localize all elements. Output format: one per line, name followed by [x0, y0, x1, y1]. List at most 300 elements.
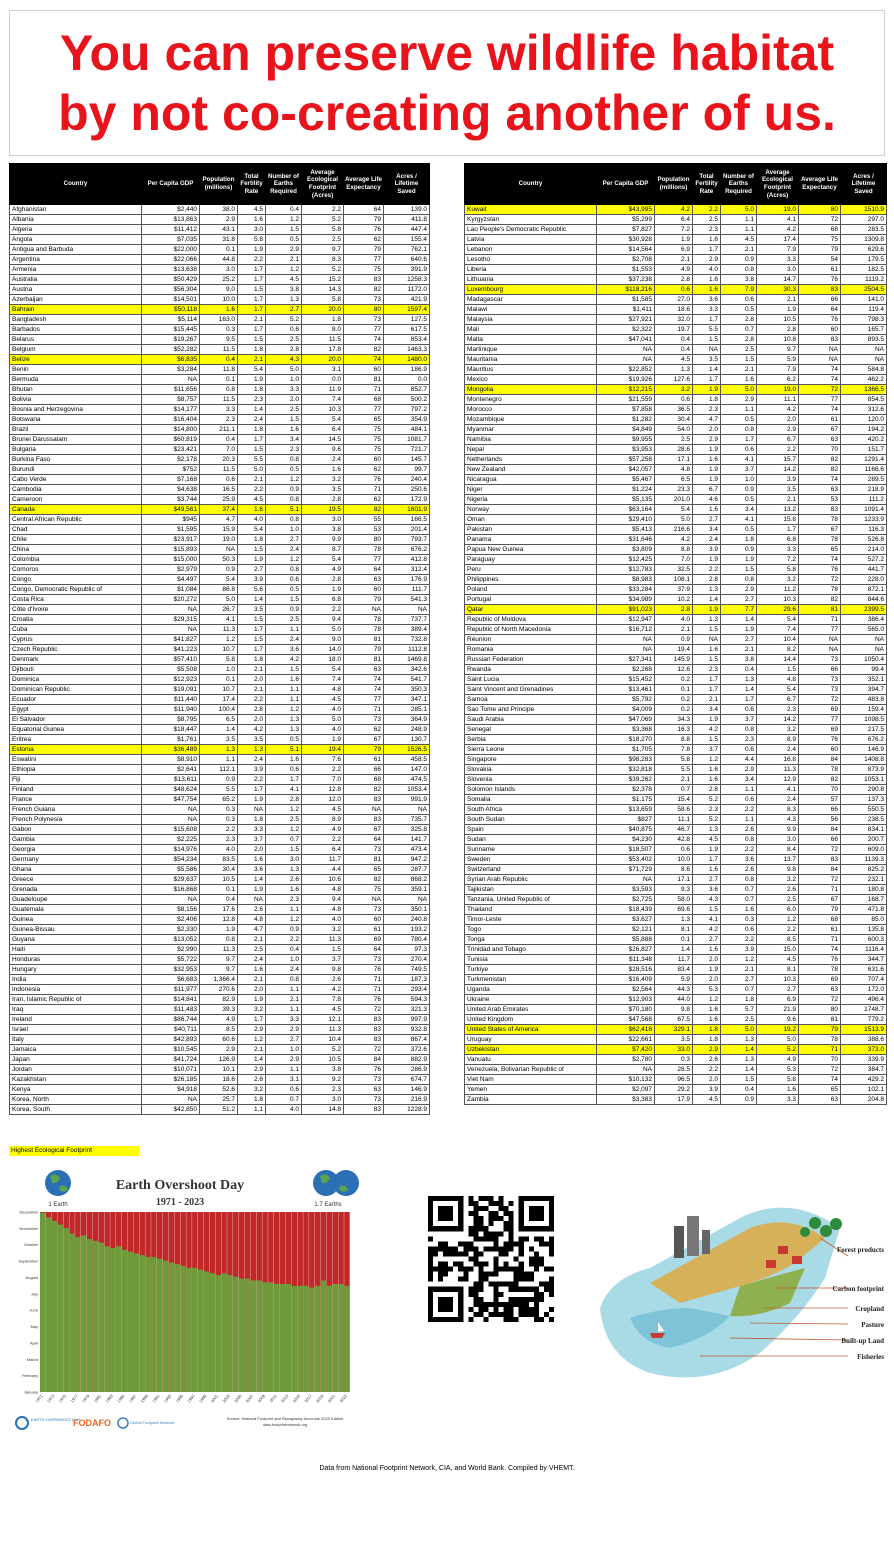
value-cell: 3.7 [721, 465, 757, 475]
value-cell: 4.0 [200, 845, 238, 855]
value-cell: $47,568 [597, 1015, 655, 1025]
value-cell: 5.8 [757, 565, 799, 575]
value-cell: 321.3 [384, 1005, 430, 1015]
value-cell: 1.8 [693, 1035, 721, 1045]
country-cell: Fiji [10, 775, 142, 785]
value-cell: 193.2 [384, 925, 430, 935]
value-cell: 3.9 [238, 575, 266, 585]
value-cell: 2.2 [302, 205, 344, 215]
value-cell: 4.5 [721, 235, 757, 245]
value-cell: 10.7 [200, 685, 238, 695]
value-cell: 65.2 [200, 795, 238, 805]
country-cell: Kuwait [465, 205, 597, 215]
value-cell: 76 [799, 565, 841, 575]
value-cell: 2.8 [721, 335, 757, 345]
value-cell: 1.5 [693, 905, 721, 915]
value-cell: $3,593 [597, 885, 655, 895]
value-cell: 1.3 [655, 365, 693, 375]
table-row [10, 875, 430, 885]
value-cell: 76 [344, 965, 384, 975]
value-cell: 732.8 [384, 635, 430, 645]
table-row [465, 235, 887, 245]
value-cell: 201.0 [655, 495, 693, 505]
value-cell: 5.0 [200, 595, 238, 605]
country-cell: Mali [465, 325, 597, 335]
table-row [10, 1005, 430, 1015]
value-cell: 1.9 [238, 885, 266, 895]
value-cell: 6.4 [302, 425, 344, 435]
value-cell: 9.7 [200, 965, 238, 975]
country-cell: Nigeria [465, 495, 597, 505]
value-cell: 5.2 [757, 1045, 799, 1055]
value-cell: 421.9 [384, 295, 430, 305]
value-cell: 63 [799, 485, 841, 495]
value-cell: 8.1 [655, 925, 693, 935]
qr-code-icon[interactable] [428, 1196, 554, 1322]
overshoot-bar [110, 1248, 116, 1392]
value-cell: 163.0 [200, 315, 238, 325]
value-cell: $3,383 [597, 1095, 655, 1105]
country-cell: India [10, 975, 142, 985]
value-cell: 779.2 [841, 1015, 887, 1025]
value-cell: $1,595 [142, 525, 200, 535]
table-row [465, 695, 887, 705]
overshoot-bar [280, 1284, 286, 1392]
value-cell: 1.1 [266, 985, 302, 995]
table-row [465, 675, 887, 685]
value-cell: $15,000 [142, 555, 200, 565]
value-cell: 8.9 [757, 735, 799, 745]
table-row [465, 265, 887, 275]
value-cell: 9.7 [757, 345, 799, 355]
value-cell: 1258.3 [384, 275, 430, 285]
value-cell: NA [200, 545, 238, 555]
overshoot-bar [315, 1286, 321, 1392]
value-cell: 12.8 [302, 785, 344, 795]
value-cell: $86,744 [142, 1015, 200, 1025]
value-cell: 53 [344, 525, 384, 535]
country-cell: Togo [465, 925, 597, 935]
table-row [10, 735, 430, 745]
value-cell: 1.7 [721, 435, 757, 445]
value-cell: 2.3 [200, 415, 238, 425]
value-cell: 74 [799, 365, 841, 375]
headline-banner [9, 10, 885, 156]
table-row [465, 1035, 887, 1045]
value-cell: $5,792 [597, 695, 655, 705]
value-cell: 7.0 [200, 445, 238, 455]
value-cell: 111.2 [841, 495, 887, 505]
value-cell: 2.3 [266, 895, 302, 905]
value-cell: 19.0 [200, 535, 238, 545]
value-cell: 3.5 [757, 485, 799, 495]
value-cell: 1.2 [757, 915, 799, 925]
country-cell: Congo, Democratic Republic of [10, 585, 142, 595]
table-row [465, 765, 887, 775]
table-row [10, 295, 430, 305]
value-cell: $4,230 [597, 835, 655, 845]
value-cell: 151.7 [841, 445, 887, 455]
year-tick-label: 2019 [314, 1393, 325, 1404]
value-cell: 17.9 [655, 1095, 693, 1105]
value-cell: 76 [344, 995, 384, 1005]
value-cell: 5.8 [757, 1075, 799, 1085]
value-cell: 2.4 [266, 965, 302, 975]
value-cell: 997.9 [384, 1015, 430, 1025]
value-cell: $8,795 [142, 715, 200, 725]
value-cell: 1.5 [238, 335, 266, 345]
month-tick-label: June [29, 1307, 38, 1313]
table-row [465, 785, 887, 795]
value-cell: 1.6 [266, 425, 302, 435]
value-cell: 78 [799, 765, 841, 775]
value-cell: 10.1 [200, 1065, 238, 1075]
value-cell: 2.1 [655, 255, 693, 265]
value-cell: 127.5 [384, 315, 430, 325]
value-cell: 3.2 [302, 475, 344, 485]
year-tick-label: 1981 [92, 1393, 103, 1404]
value-cell: $11,412 [142, 225, 200, 235]
building-icon [687, 1216, 699, 1256]
year-tick-label: 1991 [151, 1393, 161, 1404]
value-cell: 60 [344, 915, 384, 925]
country-cell: Botswana [10, 415, 142, 425]
value-cell: 609.0 [841, 845, 887, 855]
table-row [10, 655, 430, 665]
value-cell: 67 [799, 525, 841, 535]
table-row [465, 855, 887, 865]
value-cell: 2.3 [302, 1085, 344, 1095]
building-icon [702, 1230, 710, 1254]
value-cell: 1480.0 [384, 355, 430, 365]
value-cell: 4.1 [757, 215, 799, 225]
value-cell: 5.4 [238, 525, 266, 535]
value-cell: 4.1 [693, 915, 721, 925]
table-row [10, 285, 430, 295]
value-cell: $7,827 [597, 225, 655, 235]
value-cell: 1.6 [693, 505, 721, 515]
value-cell: 793.7 [384, 535, 430, 545]
value-cell: 2.1 [266, 995, 302, 1005]
value-cell: 60.6 [200, 1035, 238, 1045]
value-cell: 61 [799, 415, 841, 425]
table-row [10, 605, 430, 615]
value-cell: $22,661 [597, 1035, 655, 1045]
month-tick-label: November [19, 1225, 38, 1231]
value-cell: $6,835 [142, 355, 200, 365]
country-cell: Indonesia [10, 985, 142, 995]
country-cell: Samoa [465, 695, 597, 705]
value-cell: 2.3 [238, 395, 266, 405]
value-cell: $23,421 [142, 445, 200, 455]
value-cell: 0.1 [655, 685, 693, 695]
value-cell: $1,761 [142, 735, 200, 745]
value-cell: 32.0 [655, 315, 693, 325]
value-cell: 1.9 [757, 305, 799, 315]
country-cell: Saint Lucia [465, 675, 597, 685]
value-cell: 4.4 [302, 865, 344, 875]
value-cell: 1.1 [721, 225, 757, 235]
value-cell: 2.9 [266, 1025, 302, 1035]
value-cell: $11,656 [142, 385, 200, 395]
value-cell: 72 [344, 1005, 384, 1015]
table-row [465, 285, 887, 295]
value-cell: 1.2 [266, 705, 302, 715]
value-cell: 84 [344, 1055, 384, 1065]
value-cell: NA [142, 625, 200, 635]
value-cell: 78 [799, 585, 841, 595]
value-cell: 2.0 [693, 425, 721, 435]
value-cell: 0.7 [266, 1095, 302, 1105]
table-row [465, 645, 887, 655]
column-header: Total Fertility Rate [238, 164, 266, 205]
value-cell: 71 [799, 1045, 841, 1055]
column-header: Acres / Lifetime Saved [384, 164, 430, 205]
value-cell: 238.5 [841, 815, 887, 825]
value-cell: 50.3 [200, 555, 238, 565]
value-cell: 1.7 [238, 625, 266, 635]
value-cell: 17.8 [302, 345, 344, 355]
table-row [465, 835, 887, 845]
value-cell: 137.3 [841, 795, 887, 805]
value-cell: 1.8 [693, 395, 721, 405]
column-header: Per Capita GDP [597, 164, 655, 205]
value-cell: 0.5 [266, 735, 302, 745]
value-cell: $5,722 [142, 955, 200, 965]
value-cell: 1.7 [693, 375, 721, 385]
country-cell: Guatemala [10, 905, 142, 915]
value-cell: 2.8 [655, 605, 693, 615]
value-cell: 2.1 [655, 775, 693, 785]
table-row [10, 865, 430, 875]
value-cell: $13,052 [142, 935, 200, 945]
value-cell: $3,627 [597, 915, 655, 925]
value-cell: 1.1 [266, 695, 302, 705]
value-cell: 3.8 [721, 275, 757, 285]
table-row [10, 555, 430, 565]
value-cell: 145.9 [655, 655, 693, 665]
table-row [465, 335, 887, 345]
value-cell: 3.9 [693, 545, 721, 555]
country-cell: Solomon Islands [465, 785, 597, 795]
value-cell: 471.8 [841, 905, 887, 915]
value-cell: 4.0 [238, 515, 266, 525]
value-cell: NA [384, 605, 430, 615]
value-cell: 1.6 [693, 285, 721, 295]
country-cell: Latvia [465, 235, 597, 245]
value-cell: 0.3 [200, 805, 238, 815]
country-cell: Tanzania, United Republic of [465, 895, 597, 905]
value-cell: $10,132 [597, 1075, 655, 1085]
value-cell: 84 [799, 825, 841, 835]
overshoot-bar [344, 1286, 350, 1392]
value-cell: 155.4 [384, 235, 430, 245]
value-cell: 1.6 [200, 305, 238, 315]
value-cell: 2.1 [655, 625, 693, 635]
table-row [10, 245, 430, 255]
value-cell: $5,888 [597, 935, 655, 945]
value-cell: $118,216 [597, 285, 655, 295]
value-cell: 4.5 [238, 205, 266, 215]
value-cell: 19.4 [655, 645, 693, 655]
value-cell: $1,282 [597, 415, 655, 425]
value-cell: 1.7 [238, 295, 266, 305]
value-cell: $71,729 [597, 865, 655, 875]
value-cell: 2.1 [238, 315, 266, 325]
value-cell: 2.7 [757, 985, 799, 995]
country-cell: Brazil [10, 425, 142, 435]
value-cell: 85.0 [841, 915, 887, 925]
value-cell: 1.9 [693, 715, 721, 725]
value-cell: 2.2 [238, 255, 266, 265]
value-cell: 69.6 [655, 905, 693, 915]
value-cell: 38.0 [200, 205, 238, 215]
table-row [10, 635, 430, 645]
value-cell: 43.1 [200, 225, 238, 235]
year-tick-label: 2001 [209, 1393, 220, 1404]
value-cell: 4.8 [238, 915, 266, 925]
table-row [10, 225, 430, 235]
value-cell: 5.1 [266, 505, 302, 515]
table-row [465, 225, 887, 235]
value-cell: 1.5 [721, 1075, 757, 1085]
value-cell: 19.7 [655, 325, 693, 335]
value-cell: 441.7 [841, 565, 887, 575]
value-cell: 2.4 [302, 455, 344, 465]
overshoot-bar [198, 1270, 204, 1392]
value-cell: 1.8 [238, 815, 266, 825]
value-cell: 617.5 [384, 325, 430, 335]
value-cell: 60 [344, 455, 384, 465]
value-cell: $14,501 [142, 295, 200, 305]
value-cell: 0.2 [655, 695, 693, 705]
value-cell: 3.1 [266, 1075, 302, 1085]
value-cell: 394.7 [841, 685, 887, 695]
value-cell: 68 [344, 775, 384, 785]
value-cell: 0.8 [266, 975, 302, 985]
value-cell: 3.9 [693, 1085, 721, 1095]
value-cell: $11,483 [142, 1005, 200, 1015]
table-row [465, 595, 887, 605]
country-cell: Suriname [465, 845, 597, 855]
table-row [10, 955, 430, 965]
value-cell: $2,780 [597, 1055, 655, 1065]
value-cell: 8.1 [757, 965, 799, 975]
value-cell: 5.2 [693, 795, 721, 805]
country-cell: Belgium [10, 345, 142, 355]
value-cell: 176.9 [384, 575, 430, 585]
value-cell: 1.6 [693, 945, 721, 955]
value-cell: 77 [344, 325, 384, 335]
value-cell: 1116.4 [841, 945, 887, 955]
value-cell: 4.9 [655, 265, 693, 275]
value-cell: 62 [344, 495, 384, 505]
value-cell: 526.8 [841, 535, 887, 545]
value-cell: 5.0 [721, 385, 757, 395]
value-cell: 1.5 [302, 945, 344, 955]
value-cell: 172.0 [841, 985, 887, 995]
value-cell: 8.5 [200, 1025, 238, 1035]
value-cell: 0.0 [302, 375, 344, 385]
value-cell: 65 [344, 865, 384, 875]
value-cell: $16,404 [142, 415, 200, 425]
value-cell: NA [799, 645, 841, 655]
country-cell: Morocco [465, 405, 597, 415]
table-row [465, 585, 887, 595]
value-cell: $18,270 [597, 735, 655, 745]
value-cell: NA [597, 635, 655, 645]
value-cell: $14,976 [142, 845, 200, 855]
value-cell: 2.2 [721, 935, 757, 945]
table-row [10, 785, 430, 795]
table-row [10, 375, 430, 385]
value-cell: 1.5 [238, 635, 266, 645]
table-row [10, 1035, 430, 1045]
value-cell: 76 [799, 275, 841, 285]
eco-label-pasture: Pasture [861, 1321, 884, 1329]
country-cell: Lesotho [465, 255, 597, 265]
value-cell: 4.2 [302, 985, 344, 995]
table-row [465, 1045, 887, 1055]
value-cell: $13,659 [597, 805, 655, 815]
table-row [10, 535, 430, 545]
overshoot-bar [256, 1280, 262, 1392]
value-cell: 5.2 [693, 815, 721, 825]
value-cell: 72 [344, 1045, 384, 1055]
value-cell: $42,850 [142, 1105, 200, 1115]
value-cell: 4.2 [693, 925, 721, 935]
value-cell: 1.6 [693, 765, 721, 775]
value-cell: 69 [344, 935, 384, 945]
value-cell: 66 [344, 765, 384, 775]
country-cell: Liberia [465, 265, 597, 275]
value-cell: 82 [799, 455, 841, 465]
value-cell: 8.8 [655, 545, 693, 555]
value-cell: 2.6 [693, 1055, 721, 1065]
value-cell: 5.2 [266, 315, 302, 325]
value-cell: NA [693, 345, 721, 355]
value-cell: $18,447 [142, 725, 200, 735]
value-cell: 5.9 [757, 355, 799, 365]
month-tick-label: May [30, 1324, 38, 1330]
value-cell: 17.1 [655, 875, 693, 885]
value-cell: 2.7 [693, 935, 721, 945]
table-row [10, 1075, 430, 1085]
value-cell: 14.5 [302, 435, 344, 445]
value-cell: 6.5 [200, 715, 238, 725]
month-tick-label: August [25, 1274, 38, 1280]
value-cell: 1.5 [238, 615, 266, 625]
value-cell: 2.6 [721, 865, 757, 875]
value-cell: $1,224 [597, 485, 655, 495]
value-cell: 844.6 [841, 595, 887, 605]
value-cell: $3,953 [597, 445, 655, 455]
value-cell: 2504.5 [841, 285, 887, 295]
year-tick-label: 2015 [291, 1393, 302, 1404]
value-cell: 867.4 [384, 1035, 430, 1045]
value-cell: 1.3 [238, 745, 266, 755]
value-cell: 2.2 [200, 825, 238, 835]
value-cell: 4.0 [266, 1105, 302, 1115]
value-cell: $4,918 [142, 1085, 200, 1095]
column-header: Per Capita GDP [142, 164, 200, 205]
table-row [465, 555, 887, 565]
country-cell: United Kingdom [465, 1015, 597, 1025]
value-cell: 1.2 [266, 915, 302, 925]
value-cell: 0.9 [721, 545, 757, 555]
country-cell: Belarus [10, 335, 142, 345]
value-cell: 2399.5 [841, 605, 887, 615]
